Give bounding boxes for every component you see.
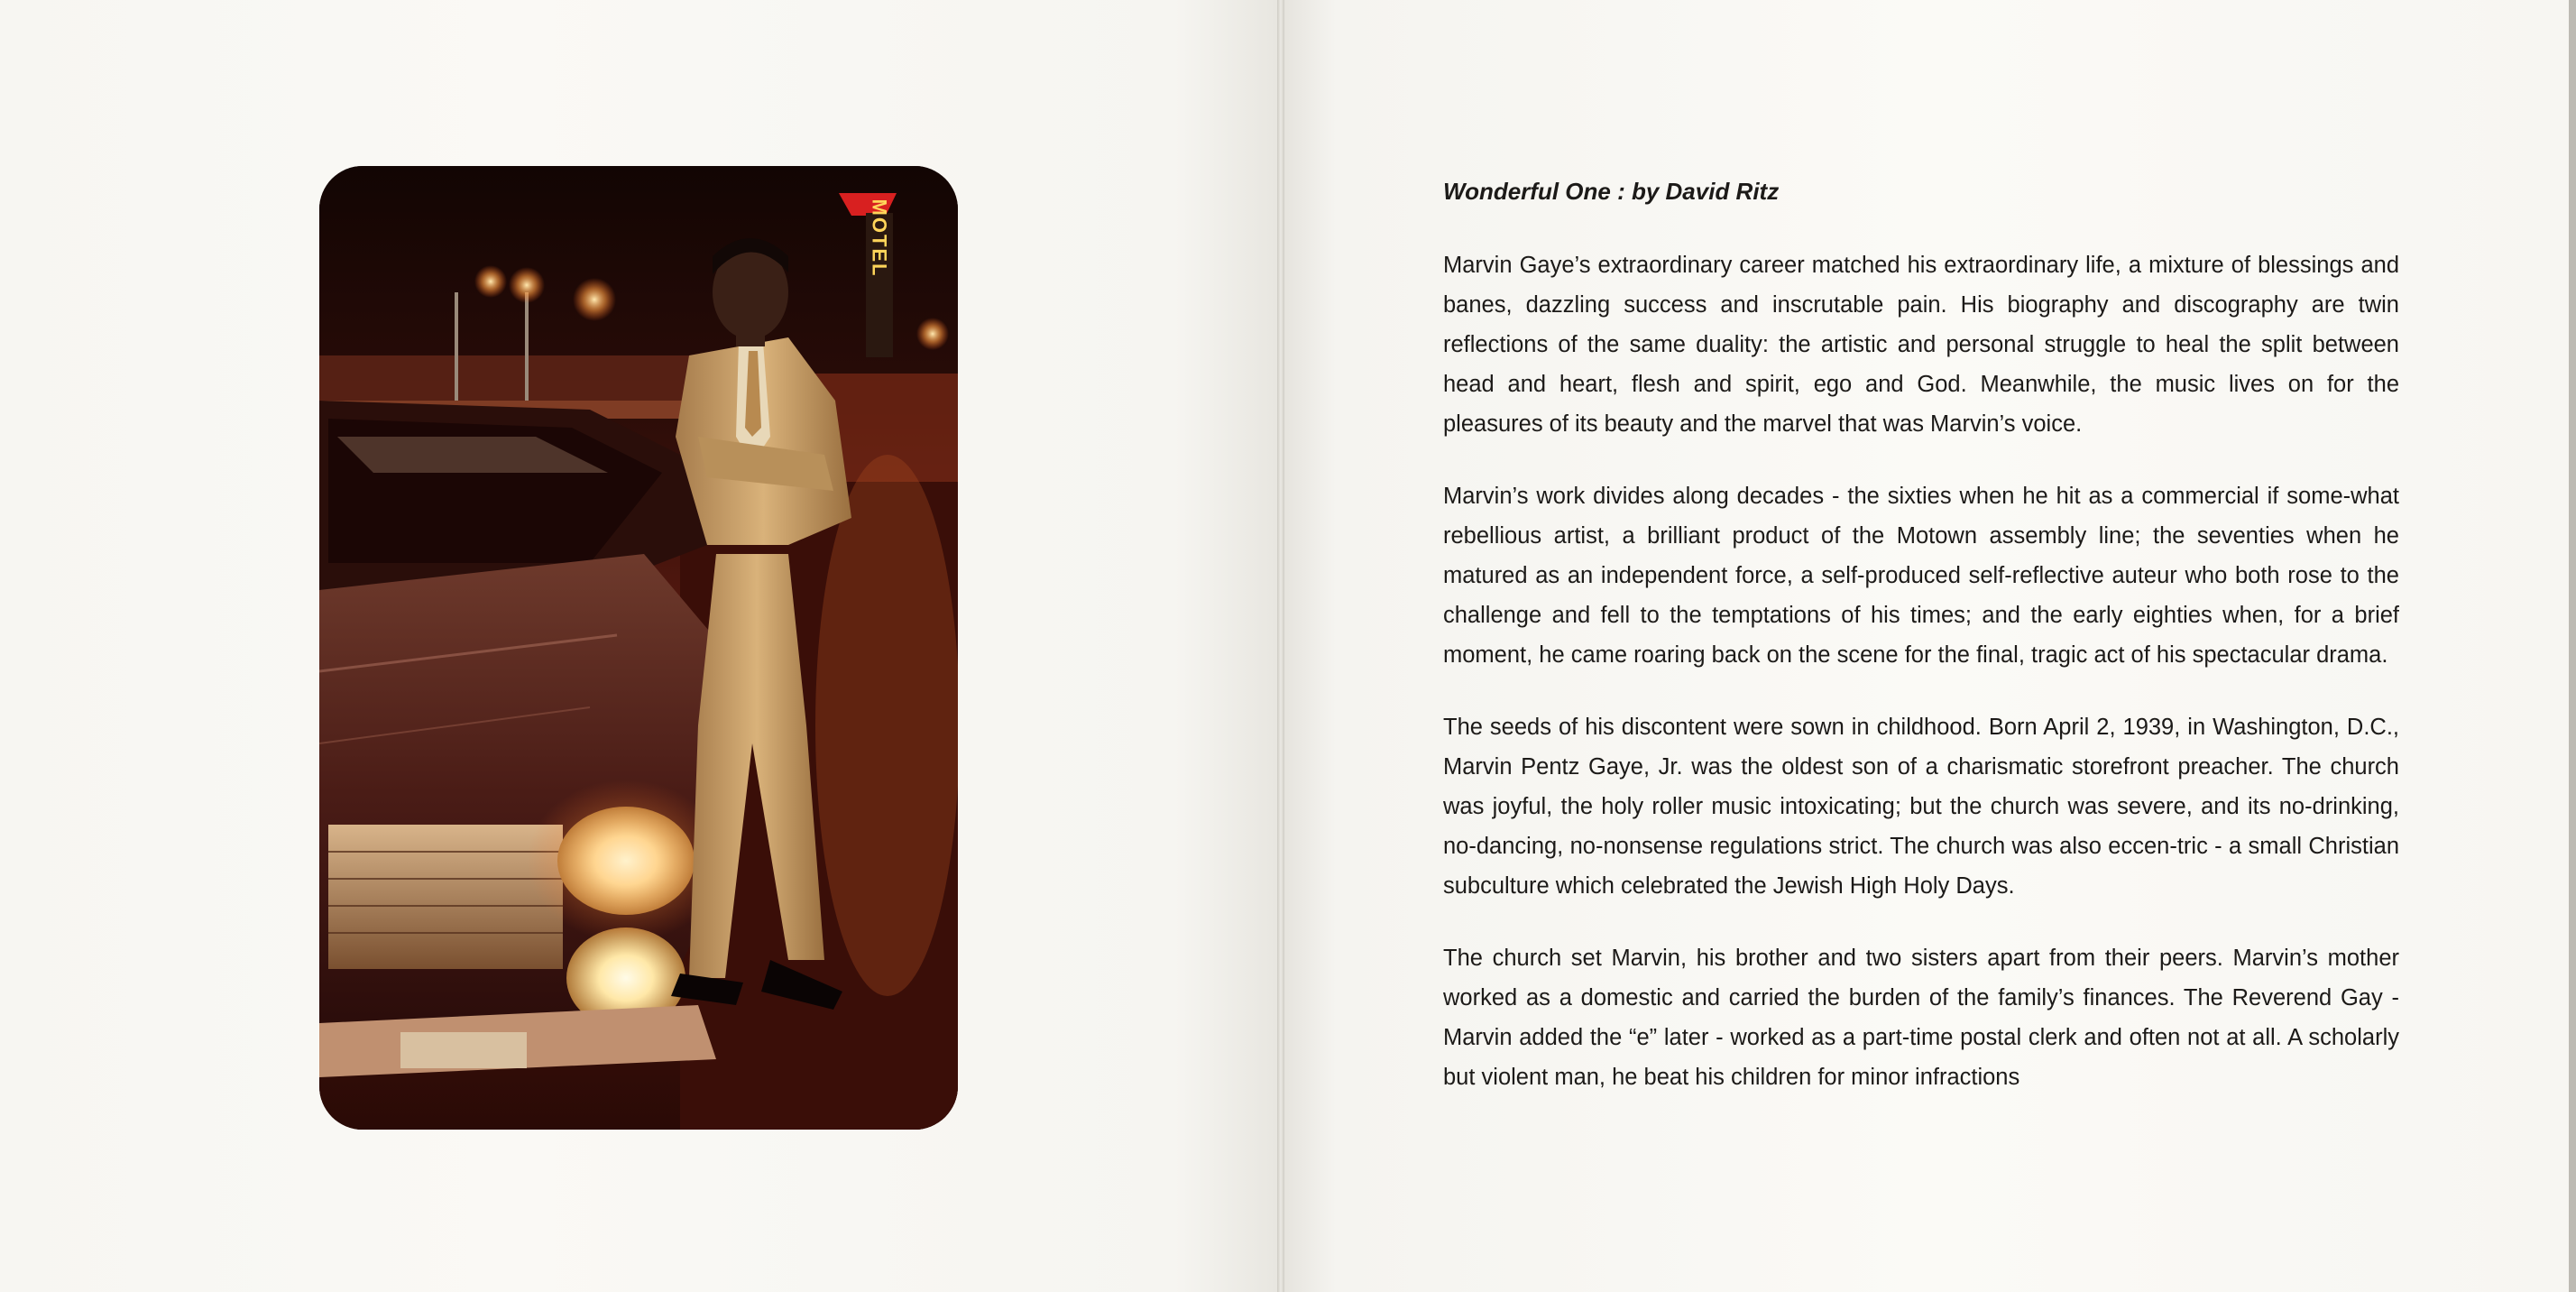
artist-photo: [319, 166, 958, 1130]
essay-paragraph-4: The church set Marvin, his brother and two sisters apart from their peers. Marvin’s mother worked as a domestic and carried the burden of the family’s finances. The Reverend Gay - Marvin added the “e” later - worked as a part-time postal clerk and often not at all. A scholarly but violent man, he beat his children for minor infractions: [1443, 946, 2399, 1090]
book-gutter: [1277, 0, 1284, 1292]
essay-paragraph-1: Marvin Gaye’s extraordinary career matched his extraordinary life, a mixture of blessings and banes, dazzling success and inscrutable pain. His biography and discography are twin reflections of the same duality: the artistic and personal struggle to heal the split between head and heart, flesh and spirit, ego and God. Meanwhile, the music lives on for the pleasures of its beauty and the marvel that was Marvin’s voice.: [1443, 253, 2399, 437]
left-page: [0, 0, 1277, 1292]
photo-illustration: [319, 166, 958, 1130]
essay-text: [1443, 173, 2399, 1130]
motel-sign-text: MOTEL: [868, 198, 891, 278]
essay-title: Wonderful One : by David Ritz: [1443, 178, 1780, 205]
essay-paragraph-2: Marvin’s work divides along decades - the sixties when he hit as a commercial if some-what rebellious artist, a brilliant product of the Motown assembly line; the seventies when he matured as an independent force, a self-produced self-reflective auteur who both rose to the challenge and fell to the temptations of his times; and the early eighties when, for a brief moment, he came roaring back on the scene for the final, tragic act of his spectacular drama.: [1443, 484, 2399, 668]
essay-paragraph-3: The seeds of his discontent were sown in childhood. Born April 2, 1939, in Washington, D.C., Marvin Pentz Gaye, Jr. was the oldest son of a charismatic storefront preacher. The church was joyful, the holy roller music intoxicating; but the church was severe, and its no-drinking, no-dancing, no-nonsense regulations strict. The church was also eccen-tric - a small Christian subculture which celebrated the Jewish High Holy Days.: [1443, 715, 2399, 899]
page-edge: [2569, 0, 2576, 1292]
